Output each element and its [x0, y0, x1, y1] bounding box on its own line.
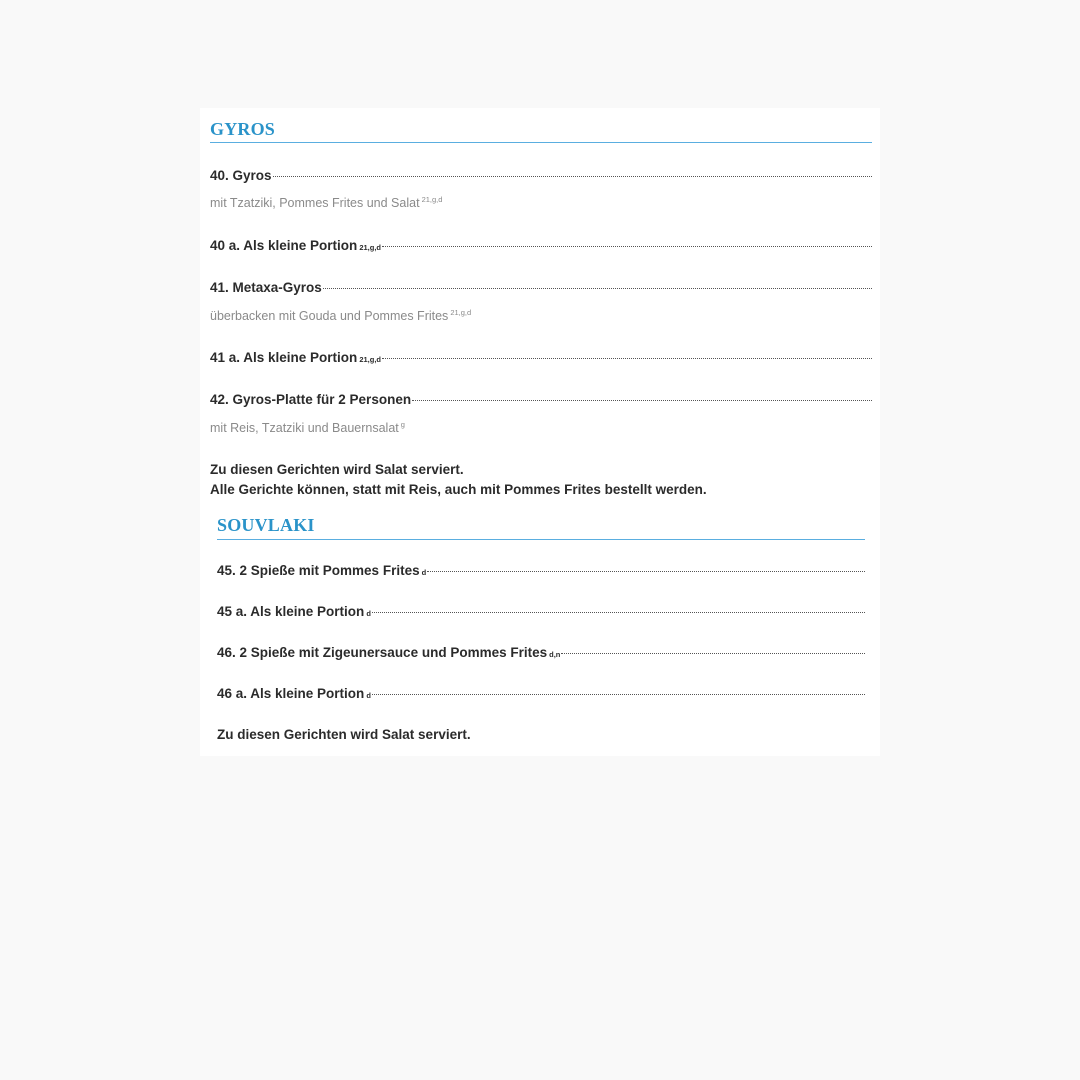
menu-item: 40 a. Als kleine Portion 21,g,d — [210, 238, 872, 254]
item-name: 46 a. Als kleine Portion — [217, 686, 365, 701]
description-text: mit Tzatziki, Pommes Frites und Salat — [210, 196, 420, 210]
allergen-codes: g — [400, 419, 405, 429]
dotted-leader — [412, 400, 872, 401]
item-description — [210, 195, 442, 211]
description-text: mit Reis, Tzatziki und Bauernsalat — [210, 421, 399, 435]
item-name: 45. 2 Spieße mit Pommes Frites — [217, 563, 420, 578]
menu-item: 45 a. Als kleine Portion d — [217, 604, 865, 620]
menu-item — [210, 280, 872, 296]
item-name: 40. Gyros — [210, 168, 272, 183]
dotted-leader — [427, 571, 865, 572]
section-note: Alle Gerichte können, statt mit Reis, auch mit Pommes Frites bestellt werden. — [210, 482, 707, 497]
menu-item — [210, 168, 872, 184]
dotted-leader — [372, 612, 865, 613]
menu-item: 41 a. Als kleine Portion 21,g,d — [210, 350, 872, 366]
dotted-leader — [561, 653, 865, 654]
menu-item: 46 a. Als kleine Portion d — [217, 686, 865, 702]
section-note: Zu diesen Gerichten wird Salat serviert. — [217, 727, 471, 742]
item-name: 45 a. Als kleine Portion — [217, 604, 365, 619]
section-divider — [210, 142, 872, 143]
item-name: 41 a. Als kleine Portion — [210, 350, 358, 365]
allergen-codes: 21,g,d — [450, 307, 472, 317]
gyros-section — [200, 108, 880, 498]
menu-item: 46. 2 Spieße mit Zigeunersauce und Pommes Frites d,n — [217, 645, 865, 661]
description-text: überbacken mit Gouda und Pommes Frites — [210, 309, 449, 323]
item-name: 41. Metaxa-Gyros — [210, 280, 322, 295]
section-divider — [217, 539, 865, 540]
section-title-gyros: GYROS — [210, 119, 276, 139]
allergen-codes: 21,g,d — [421, 194, 443, 204]
dotted-leader — [372, 694, 865, 695]
menu-item — [210, 392, 872, 408]
menu-item: 45. 2 Spieße mit Pommes Frites d — [217, 563, 865, 579]
section-note: Zu diesen Gerichten wird Salat serviert. — [210, 462, 464, 477]
item-description — [210, 420, 405, 436]
dotted-leader — [382, 358, 872, 359]
item-name: 40 a. Als kleine Portion — [210, 238, 358, 253]
dotted-leader — [382, 246, 872, 247]
dotted-leader — [323, 288, 872, 289]
dotted-leader — [273, 176, 872, 177]
item-name: 42. Gyros-Platte für 2 Personen — [210, 392, 412, 407]
item-name: 46. 2 Spieße mit Zigeunersauce und Pommes Frites — [217, 645, 548, 660]
section-title-souvlaki: SOUVLAKI — [217, 515, 315, 535]
souvlaki-section — [200, 498, 880, 756]
item-description — [210, 308, 471, 324]
